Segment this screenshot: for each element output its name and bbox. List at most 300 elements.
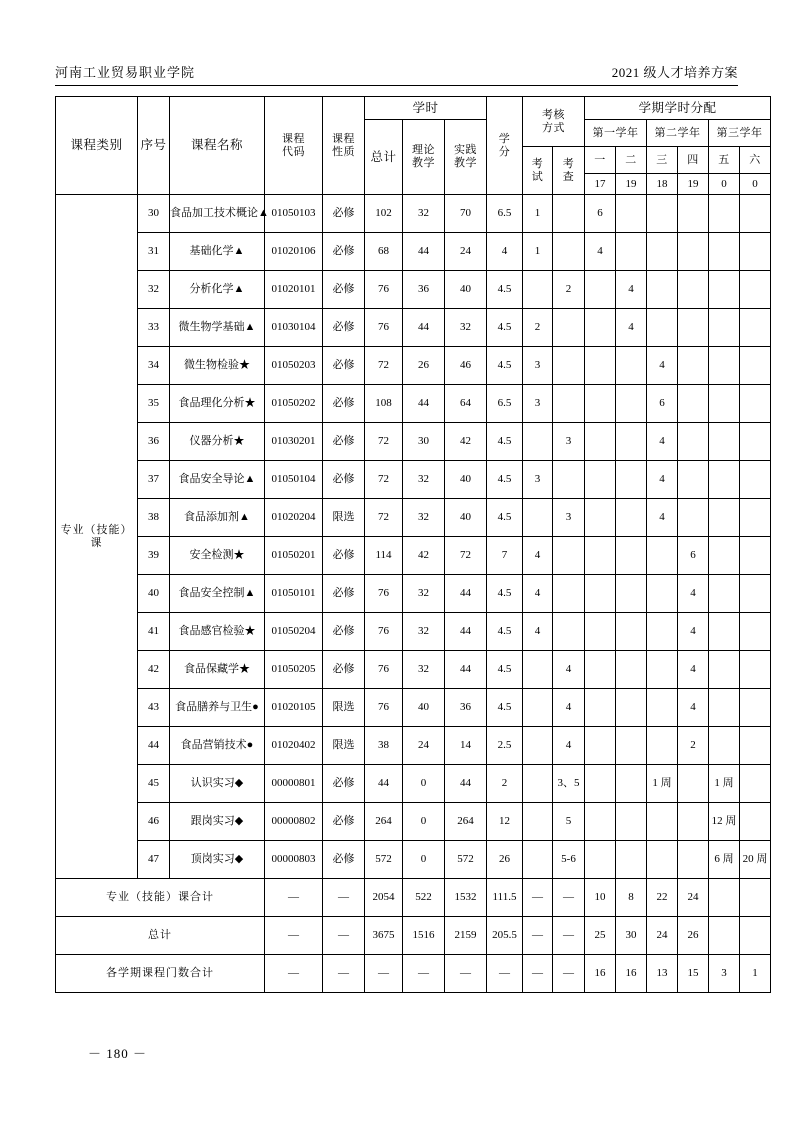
row-total: 76: [365, 689, 403, 727]
row-term-3: [647, 537, 678, 575]
row-course-code: 00000803: [265, 841, 323, 879]
row-term-2: [616, 841, 647, 879]
row-term-6: [740, 803, 771, 841]
header-category: 课程类别: [56, 97, 138, 195]
row-course-name: 食品添加剂▲: [170, 499, 265, 537]
weeks-term-6: 0: [740, 174, 771, 195]
summary-course-nature: —: [323, 955, 365, 993]
row-credit: 2: [487, 765, 523, 803]
header-check-line1: 考: [562, 157, 575, 170]
row-term-5: [709, 651, 740, 689]
row-exam: 3: [523, 461, 553, 499]
row-credit: 4.5: [487, 689, 523, 727]
summary-course-nature: —: [323, 879, 365, 917]
row-check: [553, 575, 585, 613]
row-credit: 4.5: [487, 575, 523, 613]
header-term-group: 学期学时分配: [585, 97, 771, 120]
row-total: 72: [365, 423, 403, 461]
row-theory: 32: [403, 195, 445, 233]
row-seq: 34: [138, 347, 170, 385]
row-term-6: [740, 233, 771, 271]
row-course-nature: 必修: [323, 765, 365, 803]
row-total: 572: [365, 841, 403, 879]
row-credit: 6.5: [487, 195, 523, 233]
header-hours-group: 学时: [365, 97, 487, 120]
row-course-nature: 必修: [323, 195, 365, 233]
summary-row: [56, 955, 771, 993]
row-term-3: [647, 651, 678, 689]
row-practice: 44: [445, 651, 487, 689]
row-exam: [523, 499, 553, 537]
row-term-3: 4: [647, 423, 678, 461]
row-term-2: [616, 803, 647, 841]
row-term-6: [740, 385, 771, 423]
row-term-5: [709, 271, 740, 309]
table-row: [56, 727, 771, 765]
row-term-6: [740, 537, 771, 575]
row-total: 44: [365, 765, 403, 803]
row-course-name: 食品加工技术概论▲: [170, 195, 265, 233]
row-check: [553, 233, 585, 271]
row-course-name: 微生物学基础▲: [170, 309, 265, 347]
row-term-6: [740, 651, 771, 689]
summary-course-code: —: [265, 879, 323, 917]
row-exam: 3: [523, 385, 553, 423]
row-term-5: 1 周: [709, 765, 740, 803]
row-term-2: [616, 423, 647, 461]
summary-course-code: —: [265, 955, 323, 993]
row-credit: 2.5: [487, 727, 523, 765]
header-year1: 第一学年: [585, 120, 647, 147]
row-term-5: [709, 727, 740, 765]
row-exam: [523, 803, 553, 841]
row-check: 5: [553, 803, 585, 841]
row-course-name: 顶岗实习◆: [170, 841, 265, 879]
row-course-code: 01020204: [265, 499, 323, 537]
row-term-6: [740, 195, 771, 233]
row-theory: 42: [403, 537, 445, 575]
summary-check: —: [553, 917, 585, 955]
row-total: 72: [365, 347, 403, 385]
row-course-nature: 必修: [323, 233, 365, 271]
row-check: [553, 537, 585, 575]
summary-theory: 1516: [403, 917, 445, 955]
header-practice-line2: 教学: [454, 157, 477, 169]
row-exam: [523, 727, 553, 765]
row-course-nature: 必修: [323, 271, 365, 309]
row-theory: 32: [403, 499, 445, 537]
row-term-1: [585, 309, 616, 347]
row-term-1: [585, 385, 616, 423]
row-term-5: [709, 461, 740, 499]
row-total: 264: [365, 803, 403, 841]
summary-term-2: 16: [616, 955, 647, 993]
row-term-2: 4: [616, 271, 647, 309]
row-course-nature: 必修: [323, 385, 365, 423]
row-seq: 36: [138, 423, 170, 461]
row-term-2: [616, 689, 647, 727]
page-number: － 180 －: [88, 1046, 148, 1061]
row-total: 72: [365, 461, 403, 499]
row-total: 102: [365, 195, 403, 233]
row-course-nature: 必修: [323, 537, 365, 575]
row-term-1: [585, 499, 616, 537]
summary-term-4: 24: [678, 879, 709, 917]
header-course-nature-line1: 课程: [332, 132, 355, 145]
summary-practice: 2159: [445, 917, 487, 955]
row-term-4: 2: [678, 727, 709, 765]
row-credit: 4.5: [487, 271, 523, 309]
header-check: [553, 147, 585, 195]
summary-total: —: [365, 955, 403, 993]
table-row: [56, 689, 771, 727]
row-term-2: [616, 195, 647, 233]
row-term-1: [585, 423, 616, 461]
row-seq: 31: [138, 233, 170, 271]
row-check: [553, 461, 585, 499]
row-exam: [523, 271, 553, 309]
row-course-nature: 必修: [323, 575, 365, 613]
row-term-1: [585, 461, 616, 499]
row-credit: 4.5: [487, 499, 523, 537]
row-exam: 4: [523, 537, 553, 575]
row-course-nature: 限选: [323, 727, 365, 765]
row-term-1: [585, 537, 616, 575]
row-term-4: [678, 765, 709, 803]
header-term-3: 三: [647, 147, 678, 174]
row-term-1: [585, 841, 616, 879]
row-course-code: 01020105: [265, 689, 323, 727]
row-term-6: [740, 727, 771, 765]
header-assess-line2: 方式: [542, 121, 566, 134]
row-total: 76: [365, 613, 403, 651]
row-exam: [523, 841, 553, 879]
row-term-1: [585, 651, 616, 689]
summary-practice: 1532: [445, 879, 487, 917]
row-total: 114: [365, 537, 403, 575]
row-term-4: [678, 271, 709, 309]
summary-theory: —: [403, 955, 445, 993]
row-credit: 12: [487, 803, 523, 841]
header-total-hours: 总计: [365, 120, 403, 195]
row-exam: [523, 689, 553, 727]
row-check: [553, 195, 585, 233]
summary-exam: —: [523, 955, 553, 993]
row-term-2: 4: [616, 309, 647, 347]
row-course-name: 安全检测★: [170, 537, 265, 575]
row-course-name: 食品膳养与卫生●: [170, 689, 265, 727]
table-row: [56, 651, 771, 689]
row-seq: 33: [138, 309, 170, 347]
header-seq: 序号: [138, 97, 170, 195]
row-term-5: 12 周: [709, 803, 740, 841]
row-term-5: [709, 575, 740, 613]
row-theory: 26: [403, 347, 445, 385]
header-theory-hours: [403, 120, 445, 195]
row-theory: 36: [403, 271, 445, 309]
summary-term-5: [709, 879, 740, 917]
row-credit: 4.5: [487, 309, 523, 347]
row-term-4: [678, 841, 709, 879]
row-term-5: [709, 309, 740, 347]
row-course-name: 认识实习◆: [170, 765, 265, 803]
row-term-4: 4: [678, 689, 709, 727]
row-course-code: 00000801: [265, 765, 323, 803]
row-term-3: [647, 841, 678, 879]
row-term-1: [585, 803, 616, 841]
row-term-6: [740, 461, 771, 499]
row-term-4: [678, 385, 709, 423]
summary-term-5: [709, 917, 740, 955]
summary-label: 专业（技能）课合计: [56, 879, 265, 917]
row-course-code: 01050204: [265, 613, 323, 651]
row-practice: 44: [445, 613, 487, 651]
row-term-1: 4: [585, 233, 616, 271]
row-course-nature: 必修: [323, 841, 365, 879]
row-term-2: [616, 651, 647, 689]
summary-total: 2054: [365, 879, 403, 917]
table-row: [56, 575, 771, 613]
row-practice: 72: [445, 537, 487, 575]
summary-term-4: 26: [678, 917, 709, 955]
header-institution: 河南工业贸易职业学院: [55, 65, 196, 80]
row-term-5: [709, 613, 740, 651]
row-seq: 35: [138, 385, 170, 423]
row-term-3: [647, 195, 678, 233]
row-term-3: [647, 233, 678, 271]
summary-exam: —: [523, 879, 553, 917]
row-course-name: 食品保藏学★: [170, 651, 265, 689]
row-practice: 64: [445, 385, 487, 423]
weeks-term-5: 0: [709, 174, 740, 195]
row-term-2: [616, 613, 647, 651]
summary-course-code: —: [265, 917, 323, 955]
summary-term-3: 24: [647, 917, 678, 955]
weeks-term-3: 18: [647, 174, 678, 195]
table-row: [56, 347, 771, 385]
row-credit: 4.5: [487, 651, 523, 689]
table-row: [56, 195, 771, 233]
row-seq: 37: [138, 461, 170, 499]
summary-theory: 522: [403, 879, 445, 917]
row-course-name: 分析化学▲: [170, 271, 265, 309]
row-seq: 39: [138, 537, 170, 575]
summary-credit: 111.5: [487, 879, 523, 917]
row-total: 72: [365, 499, 403, 537]
row-term-6: [740, 499, 771, 537]
summary-term-1: 16: [585, 955, 616, 993]
row-course-name: 食品营销技术●: [170, 727, 265, 765]
row-term-6: [740, 271, 771, 309]
row-course-name: 微生物检验★: [170, 347, 265, 385]
summary-term-6: [740, 879, 771, 917]
row-total: 38: [365, 727, 403, 765]
row-total: 76: [365, 651, 403, 689]
header-course-nature-line2: 性质: [332, 145, 355, 158]
row-term-3: [647, 309, 678, 347]
row-theory: 30: [403, 423, 445, 461]
row-practice: 36: [445, 689, 487, 727]
row-term-4: [678, 499, 709, 537]
row-seq: 41: [138, 613, 170, 651]
table-row: [56, 461, 771, 499]
row-total: 76: [365, 271, 403, 309]
row-seq: 30: [138, 195, 170, 233]
row-term-2: [616, 575, 647, 613]
table-row: [56, 385, 771, 423]
header-exam-line1: 考: [531, 157, 544, 170]
row-practice: 572: [445, 841, 487, 879]
row-practice: 70: [445, 195, 487, 233]
summary-term-5: 3: [709, 955, 740, 993]
table-row: [56, 765, 771, 803]
row-theory: 32: [403, 651, 445, 689]
row-term-3: 4: [647, 499, 678, 537]
table-row: [56, 423, 771, 461]
row-check: 3: [553, 423, 585, 461]
row-term-6: 20 周: [740, 841, 771, 879]
header-term-2: 二: [616, 147, 647, 174]
row-term-5: [709, 233, 740, 271]
row-term-1: [585, 575, 616, 613]
header-course-code-line2: 代码: [282, 145, 305, 158]
row-seq: 38: [138, 499, 170, 537]
row-term-6: [740, 689, 771, 727]
row-total: 76: [365, 309, 403, 347]
row-theory: 32: [403, 613, 445, 651]
table-row: [56, 271, 771, 309]
row-course-nature: 必修: [323, 347, 365, 385]
row-course-code: 01050202: [265, 385, 323, 423]
row-theory: 0: [403, 803, 445, 841]
row-term-1: [585, 347, 616, 385]
summary-term-3: 22: [647, 879, 678, 917]
row-term-3: [647, 575, 678, 613]
table-row: [56, 803, 771, 841]
row-course-name: 跟岗实习◆: [170, 803, 265, 841]
row-course-code: 01050104: [265, 461, 323, 499]
row-credit: 4.5: [487, 461, 523, 499]
summary-total: 3675: [365, 917, 403, 955]
header-assess-line1: 考核: [542, 108, 566, 121]
row-practice: 14: [445, 727, 487, 765]
row-course-nature: 必修: [323, 803, 365, 841]
row-seq: 42: [138, 651, 170, 689]
summary-exam: —: [523, 917, 553, 955]
summary-term-6: [740, 917, 771, 955]
summary-practice: —: [445, 955, 487, 993]
summary-term-1: 10: [585, 879, 616, 917]
row-theory: 44: [403, 309, 445, 347]
row-check: 2: [553, 271, 585, 309]
row-check: [553, 309, 585, 347]
row-term-2: [616, 233, 647, 271]
row-term-5: [709, 537, 740, 575]
row-theory: 0: [403, 841, 445, 879]
row-term-2: [616, 499, 647, 537]
row-course-code: 01030201: [265, 423, 323, 461]
row-term-2: [616, 347, 647, 385]
header-credit: [487, 97, 523, 195]
header-credit-line1: 学: [498, 132, 511, 145]
row-course-nature: 必修: [323, 651, 365, 689]
row-practice: 40: [445, 271, 487, 309]
row-practice: 44: [445, 575, 487, 613]
summary-term-3: 13: [647, 955, 678, 993]
page-header: [55, 62, 738, 86]
summary-row: [56, 917, 771, 955]
row-course-nature: 必修: [323, 613, 365, 651]
row-term-2: [616, 385, 647, 423]
header-term-4: 四: [678, 147, 709, 174]
row-course-nature: 必修: [323, 461, 365, 499]
row-practice: 46: [445, 347, 487, 385]
row-theory: 44: [403, 233, 445, 271]
row-term-3: [647, 613, 678, 651]
row-exam: 3: [523, 347, 553, 385]
category-label: 专业（技能）课: [56, 195, 138, 879]
row-term-5: 6 周: [709, 841, 740, 879]
row-course-code: 01050203: [265, 347, 323, 385]
row-course-nature: 限选: [323, 499, 365, 537]
row-course-code: 01020106: [265, 233, 323, 271]
row-term-3: 4: [647, 347, 678, 385]
table-header-row-1: [56, 97, 771, 120]
header-theory-line2: 教学: [412, 157, 435, 169]
row-exam: 2: [523, 309, 553, 347]
summary-label: 各学期课程门数合计: [56, 955, 265, 993]
row-term-1: [585, 271, 616, 309]
row-credit: 6.5: [487, 385, 523, 423]
row-course-code: 01050205: [265, 651, 323, 689]
row-check: 4: [553, 727, 585, 765]
row-term-6: [740, 347, 771, 385]
row-term-3: 6: [647, 385, 678, 423]
row-credit: 26: [487, 841, 523, 879]
header-course-name: 课程名称: [170, 97, 265, 195]
row-term-3: [647, 689, 678, 727]
row-seq: 40: [138, 575, 170, 613]
row-theory: 40: [403, 689, 445, 727]
row-practice: 32: [445, 309, 487, 347]
row-practice: 40: [445, 461, 487, 499]
row-term-1: [585, 689, 616, 727]
row-exam: [523, 651, 553, 689]
row-course-nature: 必修: [323, 423, 365, 461]
row-term-5: [709, 195, 740, 233]
row-exam: 4: [523, 575, 553, 613]
row-course-name: 食品理化分析★: [170, 385, 265, 423]
row-exam: 4: [523, 613, 553, 651]
row-term-1: [585, 613, 616, 651]
row-theory: 0: [403, 765, 445, 803]
curriculum-table-container: [55, 96, 768, 993]
row-check: [553, 385, 585, 423]
header-credit-line2: 分: [498, 145, 511, 158]
row-term-4: [678, 423, 709, 461]
header-check-line2: 查: [562, 170, 575, 183]
row-check: [553, 347, 585, 385]
row-theory: 24: [403, 727, 445, 765]
row-practice: 264: [445, 803, 487, 841]
row-seq: 32: [138, 271, 170, 309]
summary-credit: 205.5: [487, 917, 523, 955]
row-practice: 42: [445, 423, 487, 461]
row-term-4: 4: [678, 613, 709, 651]
row-term-4: 4: [678, 651, 709, 689]
row-term-4: [678, 309, 709, 347]
row-course-code: 01030104: [265, 309, 323, 347]
